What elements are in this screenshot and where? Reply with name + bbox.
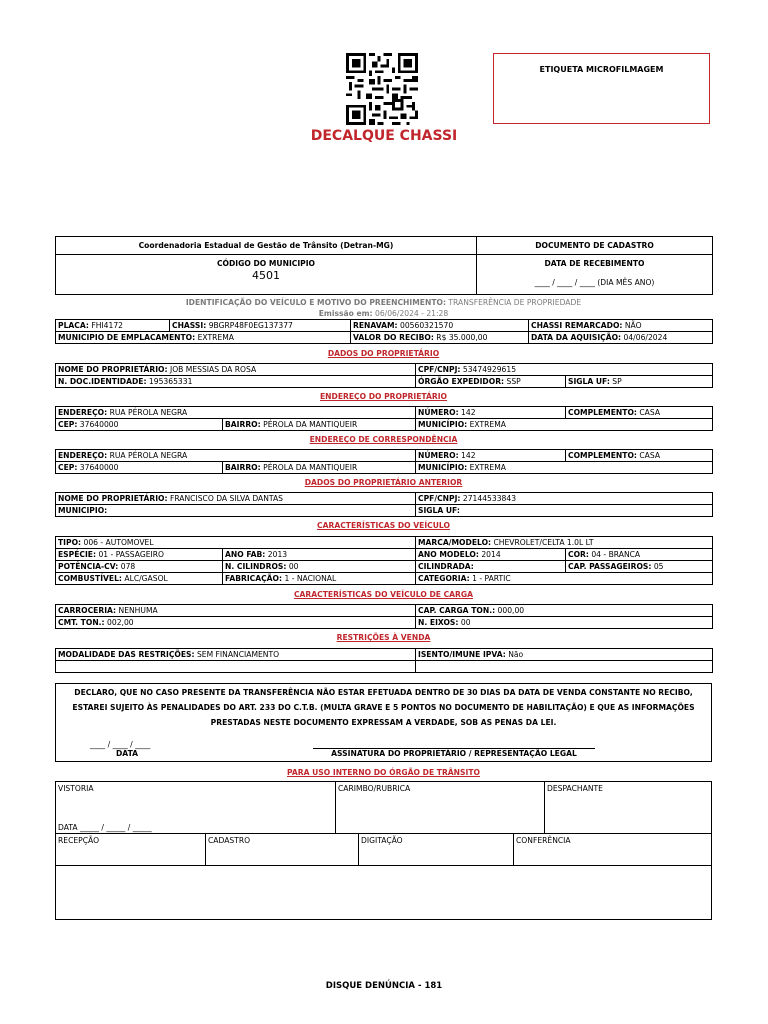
- declaracao-date-blank: ____ / ____ / ____: [90, 740, 151, 749]
- anterior-cpf-cell: [416, 493, 713, 505]
- cor-label: COR:: [568, 550, 589, 559]
- cap-passageiros-label: CAP. PASSAGEIROS:: [568, 562, 652, 571]
- potencia-value: 078: [120, 562, 136, 571]
- corresp-municipio-label: MUNICÍPIO:: [418, 463, 468, 472]
- anterior-cpf-value: 27144533843: [462, 494, 517, 503]
- orgao-expedidor-value: SSP: [506, 377, 521, 386]
- nome-proprietario-cell: [56, 364, 416, 376]
- data-recebimento-label: DATA DE RECEBIMENTO: [544, 259, 645, 268]
- tipo-label: TIPO:: [58, 538, 82, 547]
- identificacao-value: TRANSFERÊNCIA DE PROPRIEDADE: [448, 298, 582, 307]
- numero-label: NÚMERO:: [418, 408, 459, 417]
- cilindros-cell: [223, 561, 416, 573]
- data-aquisicao-cell: [529, 332, 713, 344]
- carga-table: [55, 604, 713, 629]
- proprietario-table: [55, 363, 713, 388]
- potencia-label: POTÊNCIA-CV:: [58, 562, 119, 571]
- municipio-cell: [416, 419, 713, 431]
- corresp-numero-cell: [416, 450, 566, 462]
- modalidade-value: SEM FINANCIAMENTO: [196, 650, 280, 659]
- document-title: DECALQUE CHASSI: [310, 128, 458, 144]
- eixos-label: N. EIXOS:: [418, 618, 459, 627]
- declaracao-line-3: PRESTADAS NESTE DOCUMENTO EXPRESSAM A VERDADE, SOB AS PENAS DA LEI.: [210, 718, 557, 727]
- corresp-bairro-cell: [223, 462, 416, 474]
- org-name: Coordenadoria Estadual de Gestão de Trânsito (Detran-MG): [56, 237, 477, 255]
- municipio-value: EXTREMA: [469, 420, 506, 429]
- carroceria-label: CARROCERIA:: [58, 606, 117, 615]
- chassi-value: 9BGRP48F0EG137377: [208, 321, 293, 330]
- correspondencia-table: [55, 449, 713, 474]
- fabricacao-label: FABRICAÇÃO:: [225, 574, 283, 583]
- cmt-value: 002,00: [107, 618, 134, 627]
- ipva-cell: [416, 649, 713, 661]
- cap-passageiros-cell: [566, 561, 713, 573]
- section-uso-interno: PARA USO INTERNO DO ÓRGÃO DE TRÂNSITO: [287, 768, 480, 777]
- cmt-label: CMT. TON.:: [58, 618, 105, 627]
- despachante-label: DESPACHANTE: [547, 784, 603, 793]
- combustivel-value: ALC/GASOL: [124, 574, 168, 583]
- cilindrada-cell: [416, 561, 566, 573]
- chassi-remarcado-value: NÃO: [624, 321, 642, 330]
- cap-passageiros-value: 05: [653, 562, 664, 571]
- corresp-cep-label: CEP:: [58, 463, 78, 472]
- disque-denuncia: DISQUE DENÚNCIA - 181: [325, 981, 443, 991]
- despachante-box: [544, 781, 712, 834]
- cap-carga-label: CAP. CARGA TON.:: [418, 606, 496, 615]
- identificacao-label: IDENTIFICAÇÃO DO VEÍCULO E MOTIVO DO PREENCHIMENTO:: [185, 298, 446, 307]
- cilindros-value: 00: [288, 562, 299, 571]
- fabricacao-value: 1 - NACIONAL: [284, 574, 337, 583]
- veiculo-table: [55, 319, 713, 344]
- renavam-label: RENAVAM:: [353, 321, 398, 330]
- valor-recibo-label: VALOR DO RECIBO:: [353, 333, 434, 342]
- codigo-municipio-label: CÓDIGO DO MUNICIPIO: [216, 259, 316, 268]
- anterior-nome-value: FRANCISCO DA SILVA DANTAS: [169, 494, 283, 503]
- recepcao-box: [55, 833, 206, 866]
- anterior-nome-cell: [56, 493, 416, 505]
- vistoria-box: [55, 781, 336, 834]
- carimbo-label: CARIMBO/RUBRICA: [338, 784, 411, 793]
- header-table: [55, 236, 713, 295]
- cadastro-label: CADASTRO: [208, 836, 251, 845]
- placa-cell: [56, 320, 170, 332]
- sigla-uf-label: SIGLA UF:: [568, 377, 610, 386]
- corresp-complemento-label: COMPLEMENTO:: [568, 451, 637, 460]
- doc-identidade-label: N. DOC.IDENTIDADE:: [58, 377, 147, 386]
- ano-fab-cell: [223, 549, 416, 561]
- declaracao-line-2: ESTAREI SUJEITO ÀS PENALIDADES DO ART. 233 DO C.T.B. (MULTA GRAVE E 5 PONTOS NO DOCUMENTO DE HABILITAÇÃO) E QUE AS INFORMAÇÕES: [72, 703, 695, 712]
- corresp-endereco-label: ENDEREÇO:: [58, 451, 108, 460]
- section-endereco-proprietario: ENDEREÇO DO PROPRIETÁRIO: [319, 392, 448, 401]
- cor-cell: [566, 549, 713, 561]
- chassi-remarcado-cell: [529, 320, 713, 332]
- eixos-cell: [416, 617, 713, 629]
- section-restricoes: RESTRIÇÕES À VENDA: [336, 633, 431, 642]
- corresp-municipio-cell: [416, 462, 713, 474]
- section-caracteristicas-veiculo: CARACTERÍSTICAS DO VEÍCULO: [317, 521, 450, 530]
- anterior-uf-cell: [416, 505, 713, 517]
- cep-value: 37640000: [79, 420, 119, 429]
- caracteristicas-table: [55, 536, 713, 585]
- corresp-bairro-value: PÉROLA DA MANTIQUEIR: [263, 463, 358, 472]
- anterior-nome-label: NOME DO PROPRIETÁRIO:: [58, 494, 168, 503]
- bairro-label: BAIRRO:: [225, 420, 261, 429]
- cpf-label: CPF/CNPJ:: [418, 365, 461, 374]
- carroceria-value: NENHUMA: [118, 606, 158, 615]
- modalidade-label: MODALIDADE DAS RESTRIÇÕES:: [58, 650, 195, 659]
- cpf-value: 53474929615: [462, 365, 517, 374]
- data-recebimento-value: ____ / ____ / ____ (DIA MÊS ANO): [534, 278, 655, 287]
- potencia-cell: [56, 561, 223, 573]
- corresp-municipio-value: EXTREMA: [469, 463, 506, 472]
- cpf-cell: [416, 364, 713, 376]
- categoria-label: CATEGORIA:: [418, 574, 470, 583]
- cmt-cell: [56, 617, 416, 629]
- ano-modelo-cell: [416, 549, 566, 561]
- vistoria-label: VISTORIA: [58, 784, 94, 793]
- chassi-label: CHASSI:: [172, 321, 207, 330]
- categoria-value: 1 - PARTIC: [472, 574, 511, 583]
- etiqueta-microfilmagem-box: ETIQUETA MICROFILMAGEM: [493, 53, 710, 124]
- nome-proprietario-value: JOB MESSIAS DA ROSA: [169, 365, 257, 374]
- endereco-label: ENDEREÇO:: [58, 408, 108, 417]
- qr-code: [345, 53, 419, 125]
- endereco-value: RUA PÉROLA NEGRA: [109, 408, 188, 417]
- codigo-municipio-value: 4501: [252, 269, 280, 282]
- chassi-remarcado-label: CHASSI REMARCADO:: [531, 321, 623, 330]
- orgao-expedidor-label: ÓRGÃO EXPEDIDOR:: [418, 377, 505, 386]
- numero-cell: [416, 407, 566, 419]
- corresp-cep-value: 37640000: [79, 463, 119, 472]
- cor-value: 04 - BRANCA: [591, 550, 641, 559]
- anterior-cpf-label: CPF/CNPJ:: [418, 494, 461, 503]
- section-veiculo-carga: CARACTERÍSTICAS DO VEÍCULO DE CARGA: [293, 590, 474, 599]
- placa-value: FHI4172: [91, 321, 123, 330]
- corresp-numero-value: 142: [461, 451, 476, 460]
- data-aquisicao-value: 04/06/2024: [623, 333, 668, 342]
- sigla-uf-value: SP: [612, 377, 622, 386]
- cadastro-box: [205, 833, 359, 866]
- emissao-value: 06/06/2024 - 21:28: [375, 309, 449, 318]
- marca-modelo-cell: [416, 537, 713, 549]
- digitacao-box: [358, 833, 514, 866]
- eixos-value: 00: [460, 618, 471, 627]
- corresp-complemento-cell: [566, 450, 713, 462]
- renavam-cell: [351, 320, 529, 332]
- placa-label: PLACA:: [58, 321, 89, 330]
- especie-cell: [56, 549, 223, 561]
- anterior-uf-label: SIGLA UF:: [418, 506, 460, 515]
- anterior-municipio-label: MUNICIPIO:: [58, 506, 108, 515]
- corresp-numero-label: NÚMERO:: [418, 451, 459, 460]
- nome-proprietario-label: NOME DO PROPRIETÁRIO:: [58, 365, 168, 374]
- digitacao-label: DIGITAÇÃO: [361, 836, 403, 845]
- cap-carga-cell: [416, 605, 713, 617]
- valor-recibo-cell: [351, 332, 529, 344]
- municipio-emplacamento-label: MUNICIPIO DE EMPLACAMENTO:: [58, 333, 196, 342]
- renavam-value: 00560321570: [400, 321, 454, 330]
- corresp-cep-cell: [56, 462, 223, 474]
- complemento-value: CASA: [639, 408, 661, 417]
- valor-recibo-value: R$ 35.000,00: [436, 333, 488, 342]
- complemento-cell: [566, 407, 713, 419]
- cep-label: CEP:: [58, 420, 78, 429]
- cilindrada-label: CILINDRADA:: [418, 562, 474, 571]
- ano-fab-label: ANO FAB:: [225, 550, 266, 559]
- recepcao-label: RECEPÇÃO: [58, 836, 100, 845]
- vistoria-date-line: DATA _____ / _____ / _____: [58, 823, 152, 832]
- ano-modelo-label: ANO MODELO:: [418, 550, 479, 559]
- corresp-endereco-value: RUA PÉROLA NEGRA: [109, 451, 188, 460]
- conferencia-label: CONFERÊNCIA: [516, 836, 571, 845]
- complemento-label: COMPLEMENTO:: [568, 408, 637, 417]
- chassi-cell: [170, 320, 351, 332]
- carimbo-box: [335, 781, 545, 834]
- combustivel-label: COMBUSTÍVEL:: [58, 574, 122, 583]
- declaracao-date-label: DATA: [116, 749, 139, 758]
- emissao-label: Emissão em:: [318, 309, 373, 318]
- declaracao-line-1: DECLARO, QUE NO CASO PRESENTE DA TRANSFERÊNCIA NÃO ESTAR EFETUADA DENTRO DE 30 DIAS DA DATA DE VENDA CONSTANTE NO RECIBO,: [74, 688, 693, 697]
- fabricacao-cell: [223, 573, 416, 585]
- cep-cell: [56, 419, 223, 431]
- corresp-bairro-label: BAIRRO:: [225, 463, 261, 472]
- municipio-emplacamento-cell: [56, 332, 351, 344]
- section-proprietario-anterior: DADOS DO PROPRIETÁRIO ANTERIOR: [304, 478, 463, 487]
- municipio-emplacamento-value: EXTREMA: [197, 333, 234, 342]
- ano-modelo-value: 2014: [481, 550, 501, 559]
- ano-fab-value: 2013: [267, 550, 288, 559]
- restricoes-table: [55, 648, 713, 673]
- data-aquisicao-label: DATA DA AQUISIÇÃO:: [531, 333, 622, 342]
- municipio-label: MUNICÍPIO:: [418, 420, 468, 429]
- orgao-expedidor-cell: [416, 376, 566, 388]
- doc-identidade-cell: [56, 376, 416, 388]
- sigla-uf-cell: [566, 376, 713, 388]
- cilindros-label: N. CILINDROS:: [225, 562, 287, 571]
- doc-identidade-value: 195365331: [148, 377, 193, 386]
- cap-carga-value: 000,00: [497, 606, 525, 615]
- restricoes-empty-cell: [56, 661, 416, 673]
- conferencia-box: [513, 833, 712, 866]
- corresp-complemento-value: CASA: [639, 451, 661, 460]
- section-dados-proprietario: DADOS DO PROPRIETÁRIO: [327, 349, 440, 358]
- modalidade-cell: [56, 649, 416, 661]
- marca-modelo-label: MARCA/MODELO:: [418, 538, 492, 547]
- doc-type: DOCUMENTO DE CADASTRO: [477, 237, 713, 255]
- data-recebimento-cell: [477, 255, 713, 295]
- tipo-cell: [56, 537, 416, 549]
- restricoes-empty-cell: [416, 661, 713, 673]
- signature-label: ASSINATURA DO PROPRIETÁRIO / REPRESENTAÇÃO LEGAL: [331, 749, 577, 758]
- especie-label: ESPÉCIE:: [58, 550, 97, 559]
- ipva-value: Não: [508, 650, 524, 659]
- marca-modelo-value: CHEVROLET/CELTA 1.0L LT: [493, 538, 594, 547]
- anterior-municipio-cell: [56, 505, 416, 517]
- categoria-cell: [416, 573, 713, 585]
- endereco-cell: [56, 407, 416, 419]
- tipo-value: 006 - AUTOMOVEL: [83, 538, 154, 547]
- ipva-label: ISENTO/IMUNE IPVA:: [418, 650, 506, 659]
- identificacao-block: [55, 297, 712, 319]
- corresp-endereco-cell: [56, 450, 416, 462]
- codigo-municipio-cell: [56, 255, 477, 295]
- anterior-table: [55, 492, 713, 517]
- interno-blank-box: [55, 865, 712, 920]
- numero-value: 142: [461, 408, 476, 417]
- section-endereco-correspondencia: ENDEREÇO DE CORRESPONDÊNCIA: [309, 435, 458, 444]
- combustivel-cell: [56, 573, 223, 585]
- bairro-value: PÉROLA DA MANTIQUEIR: [263, 420, 358, 429]
- carroceria-cell: [56, 605, 416, 617]
- bairro-cell: [223, 419, 416, 431]
- endereco-table: [55, 406, 713, 431]
- especie-value: 01 - PASSAGEIRO: [98, 550, 165, 559]
